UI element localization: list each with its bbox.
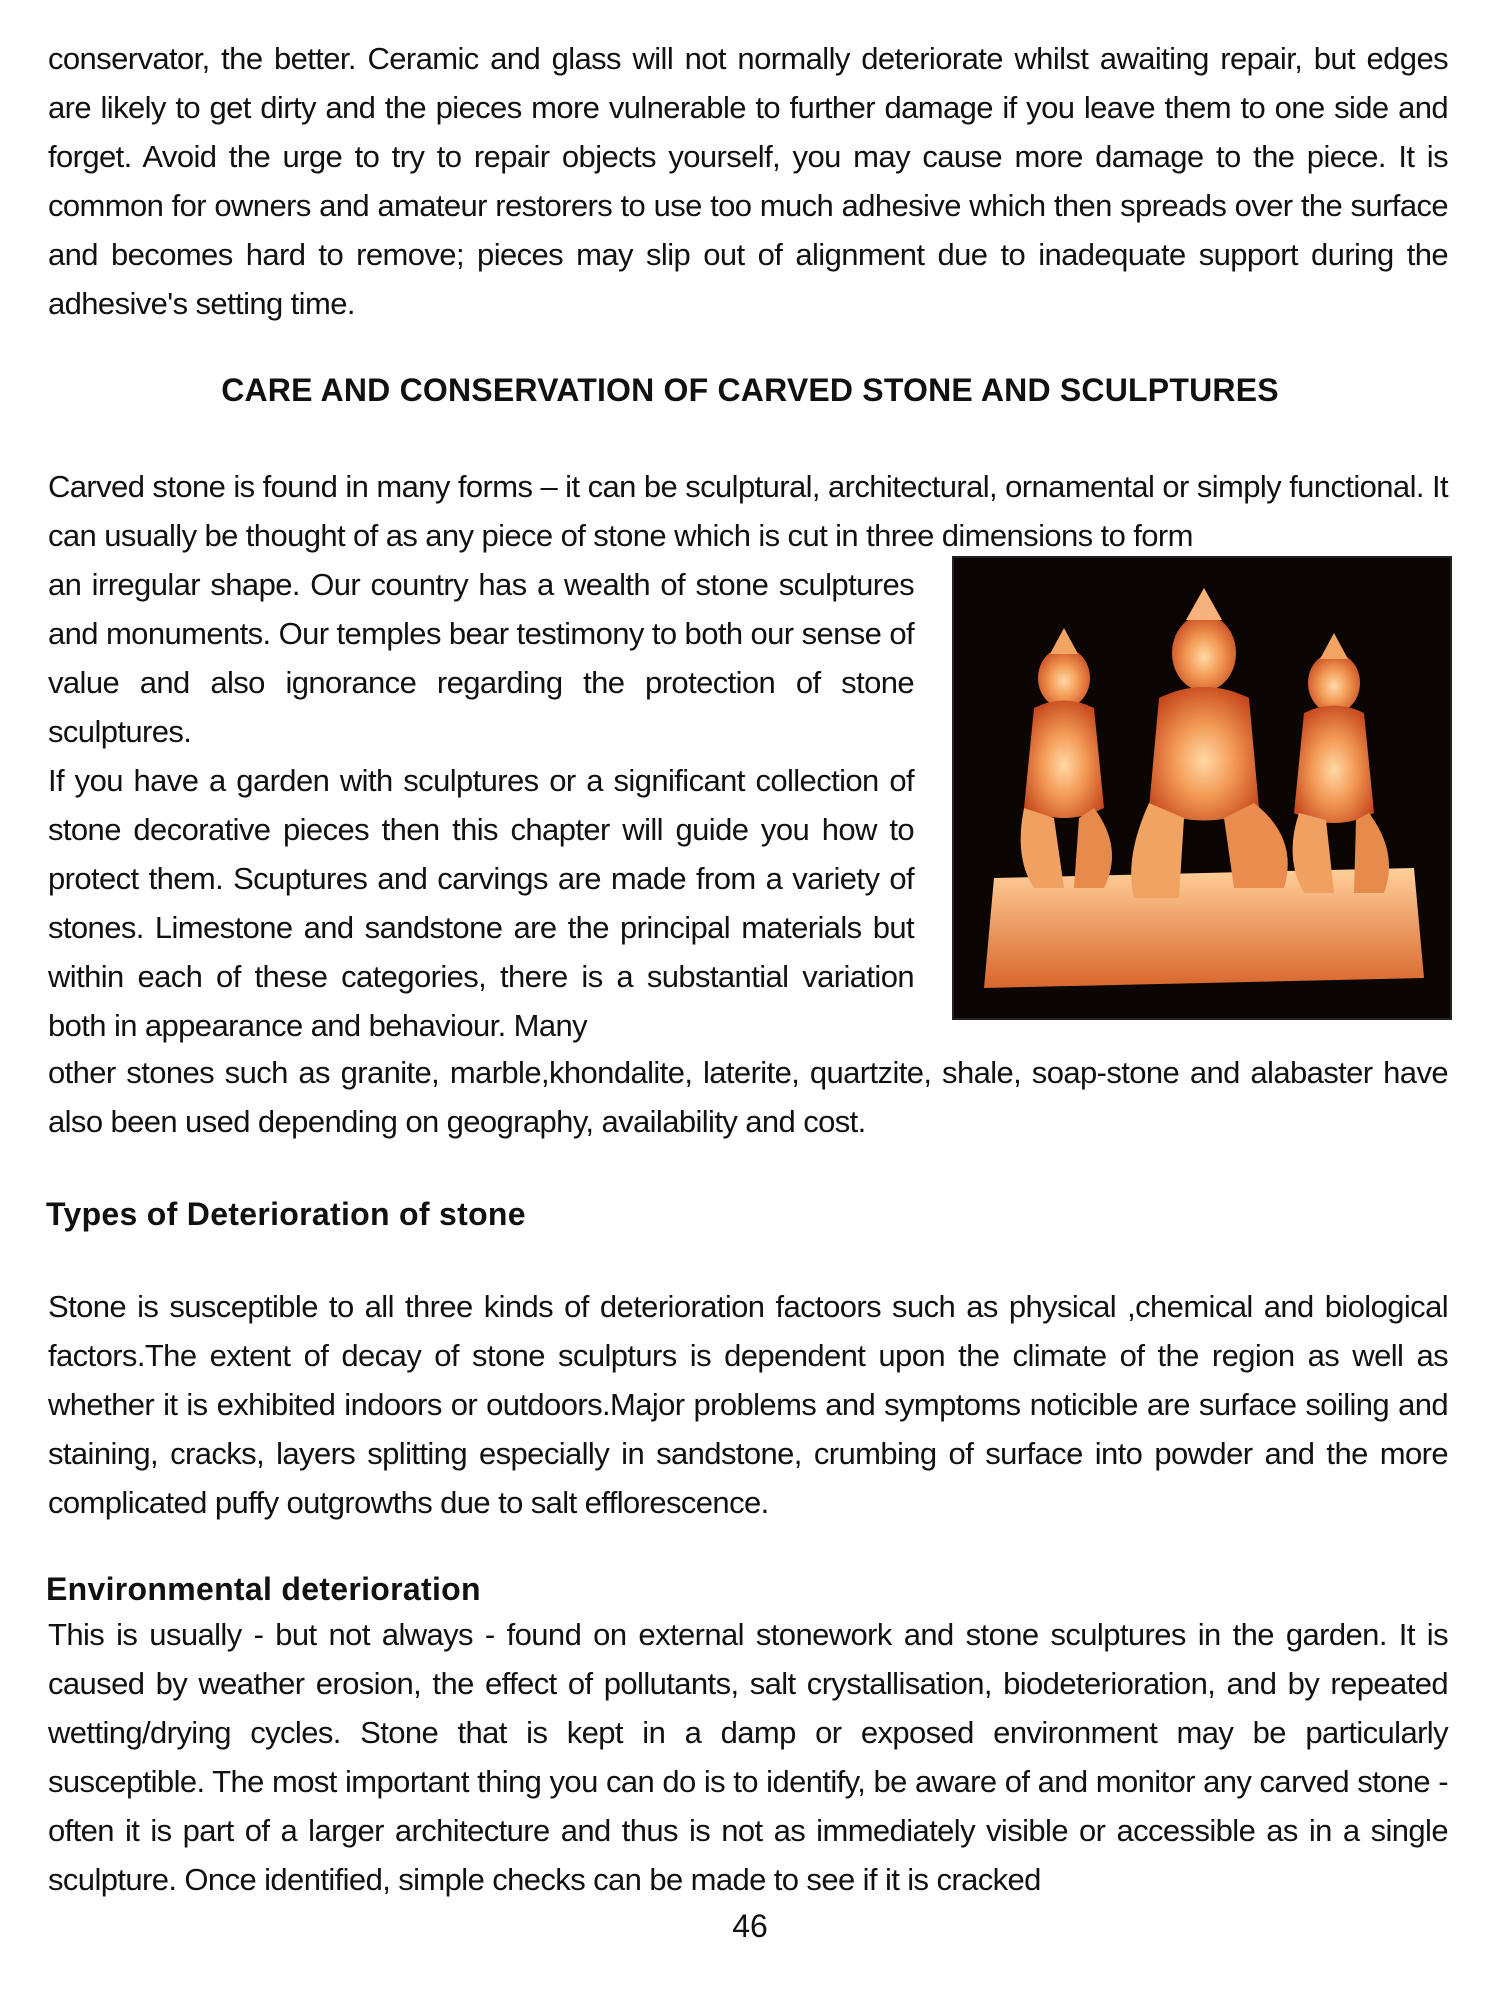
sculpture-illustration [954,558,1450,1018]
carved-stone-paragraph-wrap-2: If you have a garden with sculptures or a significant collection of stone decorative pieces then this chapter will guide you how to protect them. Scuptures and carvings are made from a variety of stones. Limestone and sandstone are the principal materials but within each of these categories, there is a substantial variation both in appearance and behaviour. Many [48,763,914,1043]
intro-paragraph: conservator, the better. Ceramic and glass will not normally deteriorate whilst awaiting repair, but edges are likely to get dirty and the pieces more vulnerable to further damage if you leave them to one side and forget. Avoid the urge to try to repair objects yourself, you may cause more damage to the piece. It is common for owners and amateur restorers to use too much adhesive which then spreads over the surface and becomes hard to remove; pieces may slip out of alignment due to inadequate support during the adhesive's setting time. [48,41,1448,321]
carved-stone-paragraph-wrap-1: an irregular shape. Our country has a wealth of stone sculptures and monuments. Our temples bear testimony to both our sense of value and also ignorance regarding the protection of stone sculptures. [48,567,914,749]
environmental-heading: Environmental deterioration [46,1571,481,1607]
stone-sculpture-photo [952,556,1452,1020]
deterioration-heading: Types of Deterioration of stone [46,1196,526,1232]
section-title: CARE AND CONSERVATION OF CARVED STONE AND SCULPTURES [221,372,1279,408]
deterioration-paragraph: Stone is susceptible to all three kinds of deterioration factoors such as physical ,chemical and biological factors.The extent of decay of stone sculpturs is dependent upon the climate of the region as well as whether it is exhibited indoors or outdoors.Major problems and symptoms noticible are surface soiling and staining, cracks, layers splitting especially in sandstone, crumbing of surface into powder and the more complicated puffy outgrowths due to salt efflorescence. [48,1289,1448,1520]
page-number: 46 [732,1908,768,1944]
environmental-paragraph: This is usually - but not always - found on external stonework and stone sculptures in the garden. It is caused by weather erosion, the effect of pollutants, salt crystallisation, biodeterioration, and by repeated wetting/drying cycles. Stone that is kept in a damp or exposed environment may be particularly susceptible. The most important thing you can do is to identify, be aware of and monitor any carved stone - often it is part of a larger architecture and thus is not as immediately visible or accessible as in a single sculpture. Once identified, simple checks can be made to see if it is cracked [48,1617,1448,1897]
carved-stone-paragraph-full: Carved stone is found in many forms – it can be sculptural, architectural, ornamental or simply functional. It can usually be thought of as any piece of stone which is cut in three dimensions to form [48,469,1448,553]
carved-stone-paragraph-after-figure: other stones such as granite, marble,khondalite, laterite, quartzite, shale, soap-stone and alabaster have also been used depending on geography, availability and cost. [48,1055,1448,1139]
